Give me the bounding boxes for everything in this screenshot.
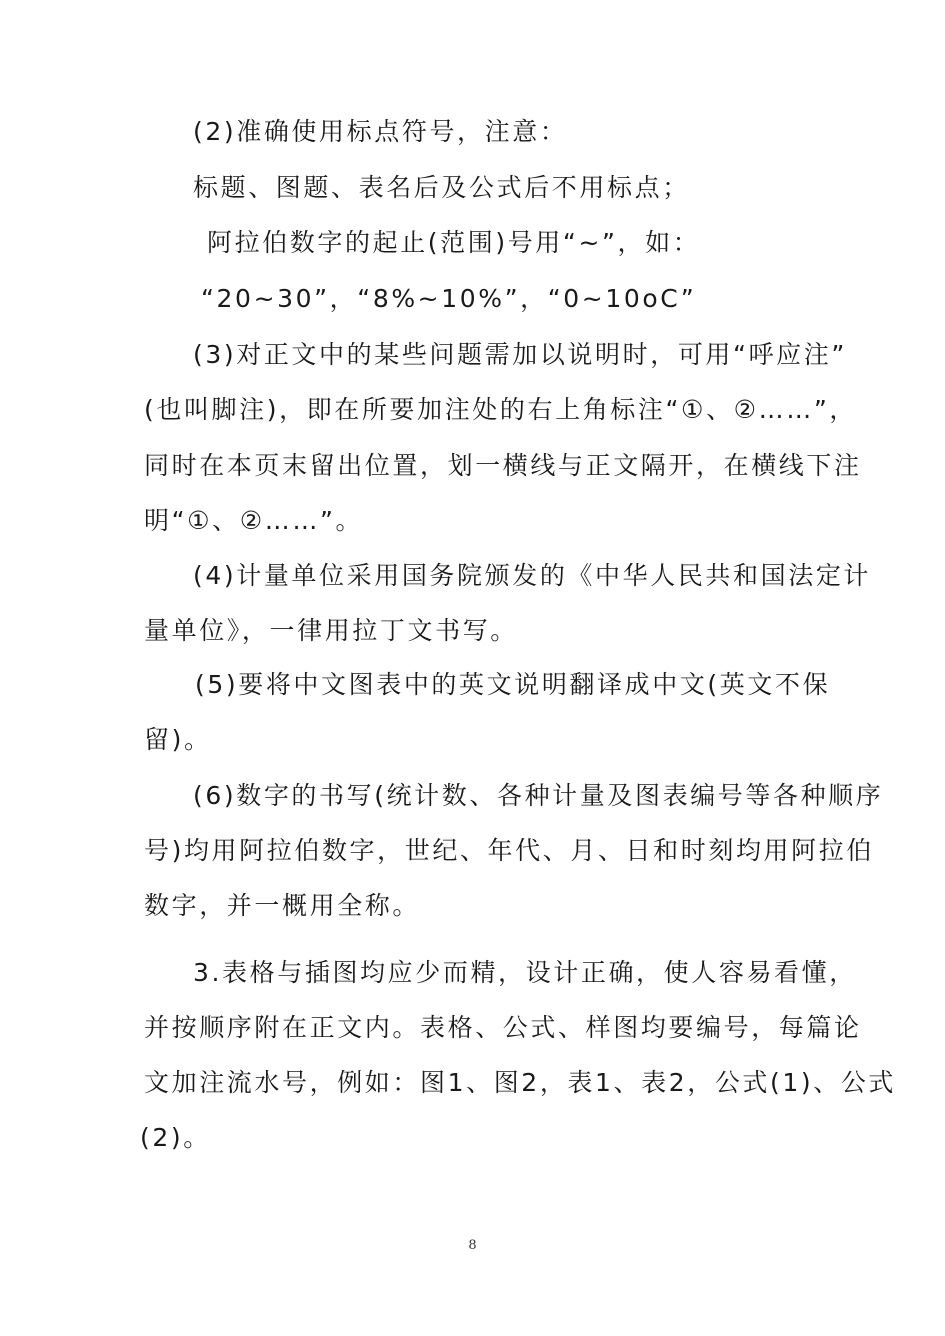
section-3-line-2: 并按顺序附在正文内。表格、公式、样图均要编号，每篇论 xyxy=(144,1013,862,1042)
paragraph-3-line-3: 同时在本页末留出位置，划一横线与正文隔开，在横线下注 xyxy=(144,451,862,480)
paragraph-6-line-3: 数字，并一概用全称。 xyxy=(144,891,421,920)
range-examples: “20~30”，“8%~10%”，“0~10oC” xyxy=(201,284,697,313)
punctuation-rule-2: 阿拉伯数字的起止(范围)号用“~”，如： xyxy=(207,228,701,257)
page-number: 8 xyxy=(468,1238,477,1253)
paragraph-5-line-1: (5)要将中文图表中的英文说明翻译成中文(英文不保 xyxy=(195,670,831,699)
paragraph-2-line-1: (2)准确使用标点符号，注意： xyxy=(193,117,568,146)
section-3-line-4: (2)。 xyxy=(140,1123,211,1152)
paragraph-4-line-2: 量单位》，一律用拉丁文书写。 xyxy=(144,616,518,645)
punctuation-rule-1: 标题、图题、表名后及公式后不用标点； xyxy=(193,173,690,202)
paragraph-3-line-2: (也叫脚注)，即在所要加注处的右上角标注“①、②……”， xyxy=(144,395,858,424)
paragraph-6-line-1: (6)数字的书写(统计数、各种计量及图表编号等各种顺序 xyxy=(193,781,884,810)
paragraph-3-line-1: (3)对正文中的某些问题需加以说明时，可用“呼应注” xyxy=(193,340,847,369)
paragraph-6-line-2: 号)均用阿拉伯数字，世纪、年代、月、日和时刻均用阿拉伯 xyxy=(144,836,874,865)
paragraph-3-line-4: 明“①、②……”。 xyxy=(144,506,364,535)
section-3-line-3: 文加注流水号，例如：图1、图2，表1、表2，公式(1)、公式 xyxy=(144,1068,897,1097)
paragraph-4-line-1: (4)计量单位采用国务院颁发的《中华人民共和国法定计 xyxy=(193,561,872,590)
section-3-line-1: 3.表格与插图均应少而精，设计正确，使人容易看懂， xyxy=(193,958,857,987)
paragraph-5-line-2: 留)。 xyxy=(144,725,212,754)
